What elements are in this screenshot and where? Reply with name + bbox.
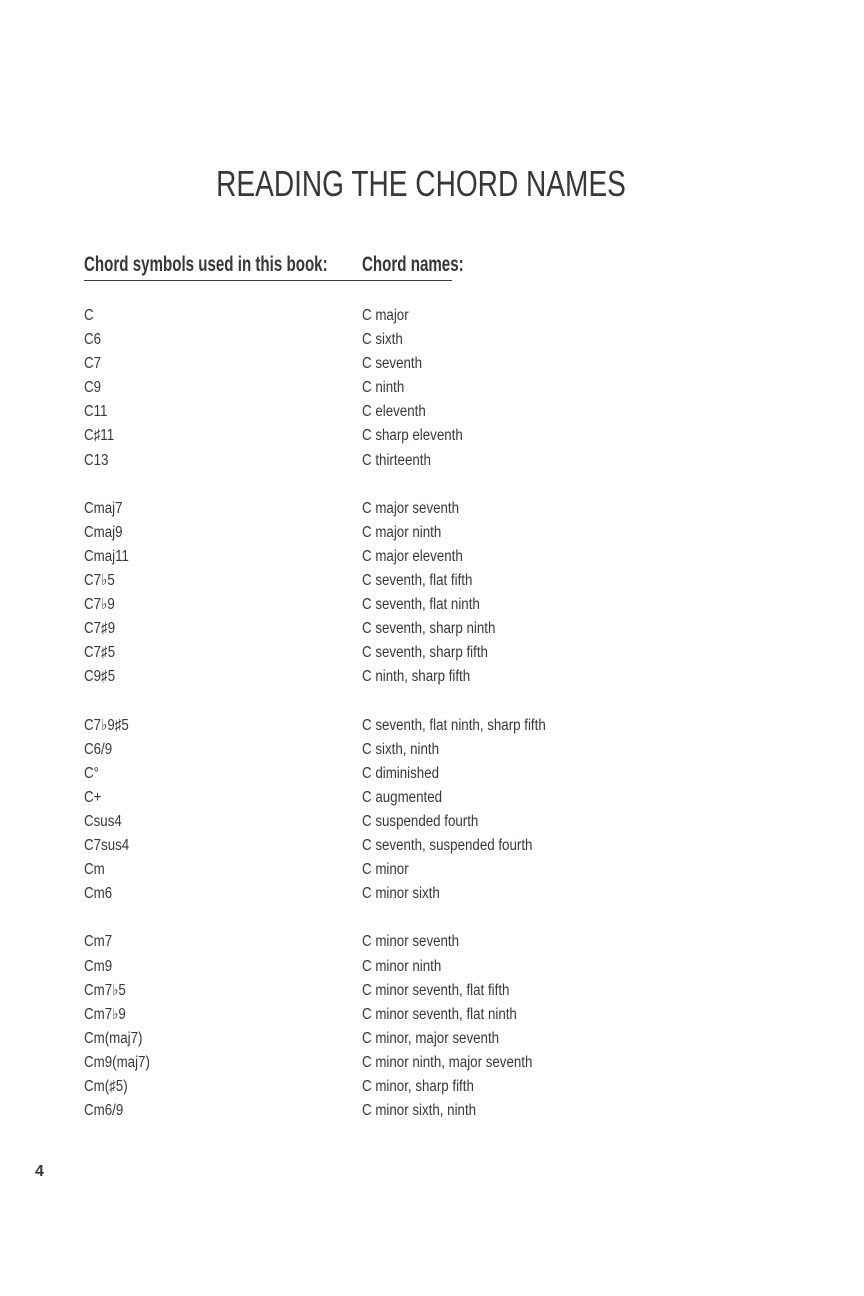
chord-symbol: Cm(maj7) [84, 1029, 143, 1047]
chord-symbol: Cm7♭5 [84, 981, 126, 999]
chord-name: C minor [362, 861, 409, 879]
chord-name: C minor sixth [362, 885, 440, 903]
table-row [0, 571, 864, 595]
chord-name: C minor, sharp fifth [362, 1078, 474, 1095]
chord-symbol: C♯11 [84, 427, 115, 445]
chord-symbol: C+ [84, 788, 102, 806]
table-row [0, 764, 864, 788]
table-row [0, 547, 864, 571]
chord-name: C minor ninth [362, 957, 442, 975]
chord-symbol: Cm9(maj7) [84, 1053, 150, 1071]
chord-group [0, 932, 864, 1125]
column-header-chord-symbols: Chord symbols used in this book: [84, 253, 328, 276]
table-row [0, 716, 864, 740]
chord-symbol: C6 [84, 331, 102, 349]
table-row [0, 1053, 864, 1077]
page-number: 4 [35, 1163, 44, 1180]
table-row [0, 499, 864, 523]
chord-symbol: Cmaj9 [84, 523, 123, 541]
chord-symbol: C11 [84, 403, 108, 421]
table-row [0, 788, 864, 812]
chord-symbol: C9♯5 [84, 668, 116, 686]
table-row [0, 330, 864, 354]
chord-symbol: C7♯9 [84, 620, 116, 638]
table-row [0, 595, 864, 619]
chord-symbol: Cm(♯5) [84, 1078, 128, 1095]
chord-symbol: C6/9 [84, 740, 113, 758]
page-title: READING THE CHORD NAMES [216, 163, 626, 204]
table-row [0, 981, 864, 1005]
table-row [0, 619, 864, 643]
chord-symbol: Cm6/9 [84, 1102, 124, 1120]
chord-name: C seventh, sharp ninth [362, 620, 496, 638]
chord-symbol: C9 [84, 379, 102, 397]
table-row [0, 884, 864, 908]
chord-symbol: C7 [84, 355, 102, 373]
table-row [0, 836, 864, 860]
table-row [0, 740, 864, 764]
chord-name: C major ninth [362, 523, 442, 541]
chord-symbol: Cm9 [84, 957, 113, 975]
table-row [0, 378, 864, 402]
chord-name: C major eleventh [362, 547, 463, 565]
chord-symbol: C7♭9 [84, 596, 115, 614]
chord-name: C minor seventh [362, 933, 460, 951]
table-row [0, 812, 864, 836]
chord-name: C ninth [362, 379, 405, 397]
table-row [0, 667, 864, 691]
chord-symbol: Cmaj11 [84, 547, 129, 565]
chord-name: C suspended fourth [362, 812, 479, 830]
chord-name: C augmented [362, 788, 443, 806]
table-row [0, 1077, 864, 1101]
chord-name: C major [362, 307, 409, 324]
chord-name: C minor, major seventh [362, 1029, 500, 1047]
chord-symbol: Cm [84, 861, 105, 879]
chord-group [0, 499, 864, 692]
chord-name: C major seventh [362, 499, 460, 517]
table-row [0, 523, 864, 547]
chord-name: C minor seventh, flat ninth [362, 1005, 517, 1023]
chord-name: C seventh, flat fifth [362, 572, 473, 590]
chord-name: C sixth, ninth [362, 740, 440, 758]
table-row [0, 1029, 864, 1053]
chord-symbol: C7♭9♯5 [84, 716, 129, 734]
chord-symbol: C13 [84, 451, 109, 469]
table-row [0, 957, 864, 981]
chord-group [0, 716, 864, 909]
chord-name: C sharp eleventh [362, 427, 463, 445]
chord-name: C thirteenth [362, 451, 431, 469]
chord-name: C minor ninth, major seventh [362, 1053, 533, 1071]
chord-symbol: Csus4 [84, 812, 122, 830]
table-row [0, 451, 864, 475]
chord-name: C ninth, sharp fifth [362, 668, 471, 686]
chord-symbol: Cm6 [84, 885, 113, 903]
chord-name: C seventh, sharp fifth [362, 644, 488, 662]
chord-symbol: C [84, 307, 94, 324]
chord-name: C seventh, flat ninth [362, 596, 480, 614]
table-row [0, 860, 864, 884]
chord-name: C diminished [362, 764, 440, 782]
chord-symbol: Cmaj7 [84, 499, 123, 517]
chord-symbol: C7♯5 [84, 644, 116, 662]
chord-name: C minor sixth, ninth [362, 1102, 477, 1120]
chord-name: C seventh, flat ninth, sharp fifth [362, 716, 546, 734]
table-row [0, 402, 864, 426]
table-row [0, 932, 864, 956]
chord-symbol: Cm7♭9 [84, 1005, 126, 1023]
column-header-row [84, 252, 464, 281]
chord-name: C minor seventh, flat fifth [362, 981, 510, 999]
column-header-chord-names: Chord names: [362, 253, 464, 276]
table-row [0, 643, 864, 667]
chord-symbol: C7♭5 [84, 572, 115, 590]
chord-name: C eleventh [362, 403, 426, 421]
chord-name: C seventh [362, 355, 423, 373]
chord-group [0, 306, 864, 475]
chord-symbol: C7sus4 [84, 837, 130, 855]
chord-table [0, 306, 864, 1149]
table-row [0, 1101, 864, 1125]
chord-symbol: C° [84, 764, 99, 782]
chord-symbol: Cm7 [84, 933, 113, 951]
table-row [0, 306, 864, 330]
chord-name: C sixth [362, 331, 403, 349]
table-row [0, 354, 864, 378]
table-row [0, 426, 864, 450]
chord-name: C seventh, suspended fourth [362, 837, 533, 855]
table-row [0, 1005, 864, 1029]
